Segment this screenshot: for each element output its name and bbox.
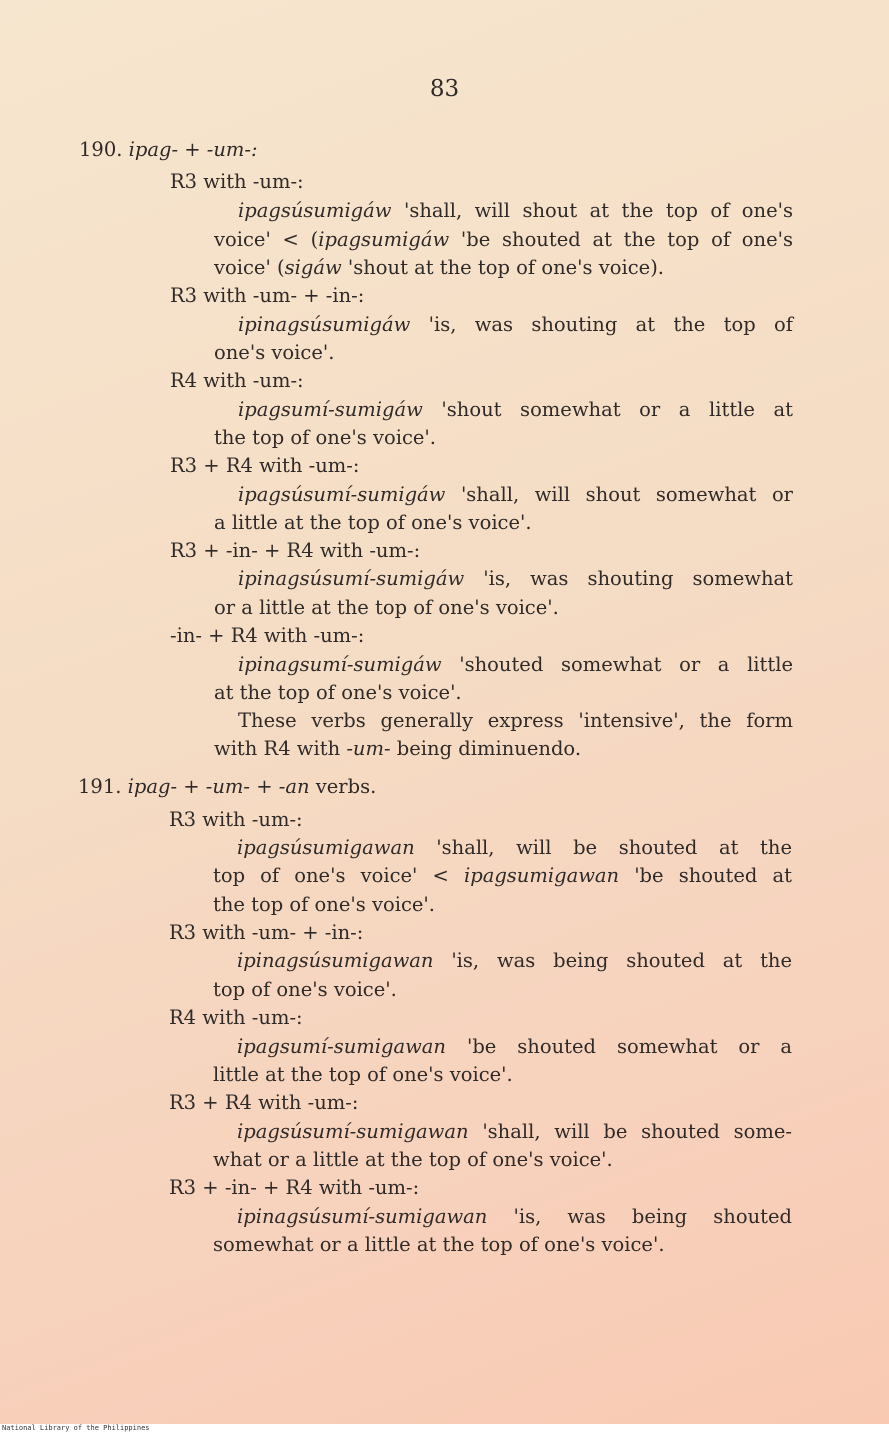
- example-line: a little at the top of one's voice'.: [214, 511, 532, 534]
- example-line: little at the top of one's voice'.: [213, 1063, 513, 1086]
- subentry-label: -in- + R4 with -um-:: [170, 624, 365, 647]
- example-line: ipagsumí-sumigáw 'shout somewhat or a little at: [238, 398, 793, 421]
- example-line: voice' (sigáw 'shout at the top of one's voice).: [214, 256, 665, 279]
- example-line: at the top of one's voice'.: [214, 681, 462, 704]
- example-line: ipagsumí-sumigawan 'be shouted somewhat or a: [237, 1035, 793, 1058]
- example-line: the top of one's voice'.: [214, 426, 436, 449]
- note-text: with R4 with -um- being diminuendo.: [214, 737, 582, 760]
- example-line: what or a little at the top of one's voice'.: [213, 1148, 613, 1171]
- page-number: 83: [429, 76, 460, 102]
- subentry-label: R3 with -um- + -in-:: [169, 921, 364, 944]
- section-number: 191.: [78, 775, 122, 798]
- affix-formula: ipag- + -um-:: [128, 138, 258, 161]
- example-line: top of one's voice' < ipagsumigawan 'be shouted at: [213, 864, 792, 887]
- subentry-label: R3 + R4 with -um-:: [170, 454, 360, 477]
- gloss: 'shall, will shout at the top of one's: [403, 199, 793, 222]
- example-line: [238, 197, 793, 225]
- subentry-label: R3 + R4 with -um-:: [169, 1091, 359, 1114]
- example-line: or a little at the top of one's voice'.: [214, 596, 559, 619]
- section-190-heading: [79, 136, 258, 164]
- example-line: ipagsúsumí-sumigáw 'shall, will shout somewhat or: [238, 483, 794, 506]
- example-line: ipinagsúsumigawan 'is, was being shouted at the: [237, 949, 793, 972]
- example-line: the top of one's voice'.: [213, 893, 435, 916]
- subentry-label: R4 with -um-:: [169, 1006, 303, 1029]
- example-line: ipinagsúsumí-sumigawan 'is, was being shouted: [237, 1205, 792, 1228]
- affix-formula: ipag- + -um- + -an: [127, 775, 310, 798]
- note-text: These verbs generally express 'intensive', the form: [238, 709, 793, 732]
- example-line: voice' < (ipagsumigáw 'be shouted at the top of one's: [214, 228, 793, 251]
- example-line: somewhat or a little at the top of one's voice'.: [213, 1233, 665, 1256]
- example-line: ipagsúsumí-sumigawan 'shall, will be shouted some-: [237, 1120, 792, 1143]
- example-line: top of one's voice'.: [213, 978, 397, 1001]
- example-line: one's voice'.: [214, 341, 335, 364]
- subentry-label: R3 with -um-:: [170, 170, 304, 193]
- subentry-label: R3 with -um- + -in-:: [170, 284, 365, 307]
- subentry-label: R4 with -um-:: [170, 369, 304, 392]
- subentry-label: R3 with -um-:: [169, 808, 303, 831]
- footer-credit: National Library of the Philippines: [2, 1424, 150, 1432]
- section-number: 190.: [79, 138, 123, 161]
- subentry-label: R3 + -in- + R4 with -um-:: [169, 1176, 420, 1199]
- example-line: ipinagsumí-sumigáw 'shouted somewhat or a little: [238, 653, 793, 676]
- footer-bar: [0, 1424, 889, 1433]
- example-line: ipinagsúsumigáw 'is, was shouting at the top of: [238, 313, 793, 336]
- example-form: ipagsúsumigáw: [238, 199, 392, 222]
- subentry-label: R3 + -in- + R4 with -um-:: [170, 539, 421, 562]
- example-line: ipagsúsumigawan 'shall, will be shouted at the: [237, 836, 792, 859]
- section-191-heading: 191. ipag- + -um- + -an verbs.: [78, 775, 377, 798]
- example-line: ipinagsúsumí-sumigáw 'is, was shouting somewhat: [238, 567, 793, 590]
